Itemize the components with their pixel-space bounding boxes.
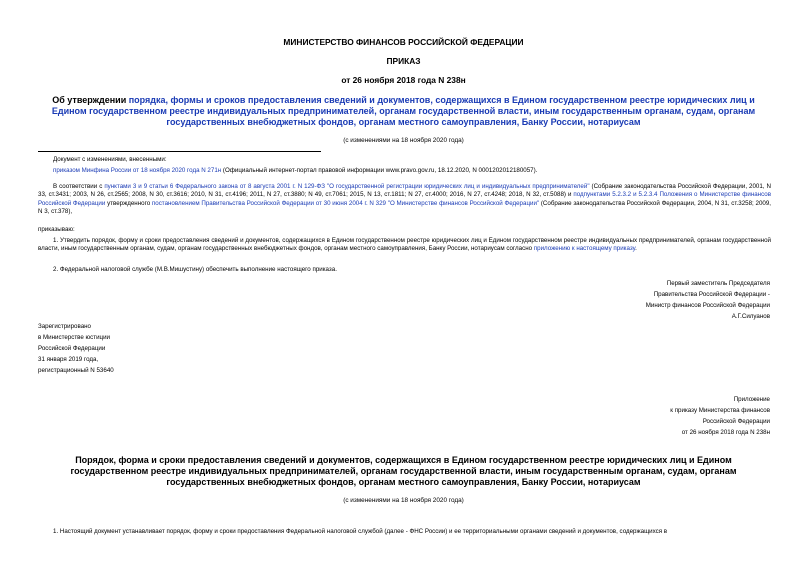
doc-type-heading: ПРИКАЗ [386,56,421,66]
registration-line-1: Зарегистрировано [38,323,91,330]
appendix-link[interactable]: приложению к настоящему приказу [533,245,636,253]
amendments-line [53,167,773,175]
signature-line-2: Правительства Российской Федерации - [653,291,770,298]
amendment-source: (Официальный интернет-портал правовой информации www.pravo.gov.ru, 18.12.2020, N 0001202012180057). [221,167,538,174]
appendix-line-3: Российской Федерации [702,418,770,425]
item-1 [38,237,771,254]
title-prefix: Об утверждении [52,95,129,105]
amendment-order-link[interactable]: приказом Минфина России от 18 ноября 2020 года N 271н [53,167,222,174]
order-word: приказываю: [38,226,75,233]
signature-line-1: Первый заместитель Председателя [666,280,770,287]
amendment-note: (с изменениями на 18 ноября 2020 года) [343,137,464,144]
preamble-text-4: (Собрание законодательства Российской Федерации, 2004, N 31, ст.3258; 2009, N 3, ст.378), [38,199,771,216]
divider [38,151,321,152]
appendix-reference [520,394,770,438]
registration-line-4: 31 января 2019 года, [38,356,99,363]
preamble-text-3: утвержденного [105,199,152,207]
registration-line-3: Российской Федерации [38,345,106,352]
ministry-heading: МИНИСТЕРСТВО ФИНАНСОВ РОССИЙСКОЙ ФЕДЕРАЦИИ [283,37,524,47]
preamble-text-1: В соответствии с [53,183,105,190]
item-1-end: . [635,245,637,253]
signature-block [520,278,770,322]
preamble-text-2: (Собрание законодательства Российской Федерации, 2001, N 33, ст.3431; 2003, N 26, ст.2565; 2008, N 30, ст.3616; 2010, N 31, ст.4196; 2011, N 27, ст.3880; N 49, ст.7061; 2015, N 13, ст.1811; N 27, ст.4000; 2016, N 27, ст.4248; 2018, N 32, ст.5088) и [38,183,771,199]
federal-law-link[interactable]: пунктами 3 и 9 статьи 6 Федерального закона от 8 августа 2001 г. N 129-ФЗ "О государственной регистрации юридических лиц и индивидуальных предпринимателей" [104,183,590,190]
title-link[interactable]: порядка, формы и сроков предоставления сведений и документов, содержащихся в Едином государственном реестре юридических лиц и Едином государственном реестре индивидуальных предпринимателей, органам государственной власти, иным государственным органам, судам, органам государственных внебюджетных фондов, органам местного самоуправления, Банку России, нотариусам [51,95,756,127]
appendix-amendment-note: (с изменениями на 18 ноября 2020 года) [343,497,464,504]
item-2: 2. Федеральной налоговой службе (М.В.Мишустину) обеспечить выполнение настоящего приказа. [53,266,337,273]
appendix-line-4: от 26 ноября 2018 года N 238н [681,429,770,436]
preamble-paragraph [38,183,771,217]
signature-line-3: Министр финансов Российской Федерации [645,302,770,309]
appendix-line-1: Приложение [733,396,770,403]
registration-block [38,321,288,376]
item-1-text: 1. Утвердить порядок, форму и сроки предоставления сведений и документов, содержащихся в Едином государственном реестре юридических лиц и Едином государственном реестре индивидуальных предпринимателей, органам государственной власти, иным государственным органам, судам, органам государственных внебюджетных фондов, органам местного самоуправления, Банку России, нотариусам согласно [38,237,771,253]
government-decree-link[interactable]: постановлением Правительства Российской Федерации от 30 июня 2004 г. N 329 "О Министерстве финансов Российской Федерации" [151,199,540,207]
document-title [36,95,771,128]
signature-name: А.Г.Силуанов [731,313,770,320]
appendix-line-2: к приказу Министерства финансов [670,407,770,414]
doc-date-number: от 26 ноября 2018 года N 238н [341,75,466,85]
registration-line-5: регистрационный N 53640 [38,367,114,374]
appendix-title: Порядок, форма и сроки предоставления сведений и документов, содержащихся в Едином государственном реестре юридических лиц и Едином государственном реестре индивидуальных предпринимателей, органам государственной власти, иным государственным органам, судам, органам государственных внебюджетных фондов, органам местного самоуправления, Банку России, нотариусам [70,455,737,487]
registration-line-2: в Министерстве юстиции [38,334,111,341]
regulation-link[interactable]: подпунктами 5.2.3.2 и 5.2.3.4 Положения о Министерстве финансов Российской Федерации [38,191,771,207]
amendments-label: Документ с изменениями, внесенными: [53,156,167,163]
appendix-paragraph-1: 1. Настоящий документ устанавливает порядок, форму и сроки предоставления Федеральной налоговой службой (далее - ФНС России) и ее территориальными органами сведений и документов, содержащихся в [53,528,668,535]
